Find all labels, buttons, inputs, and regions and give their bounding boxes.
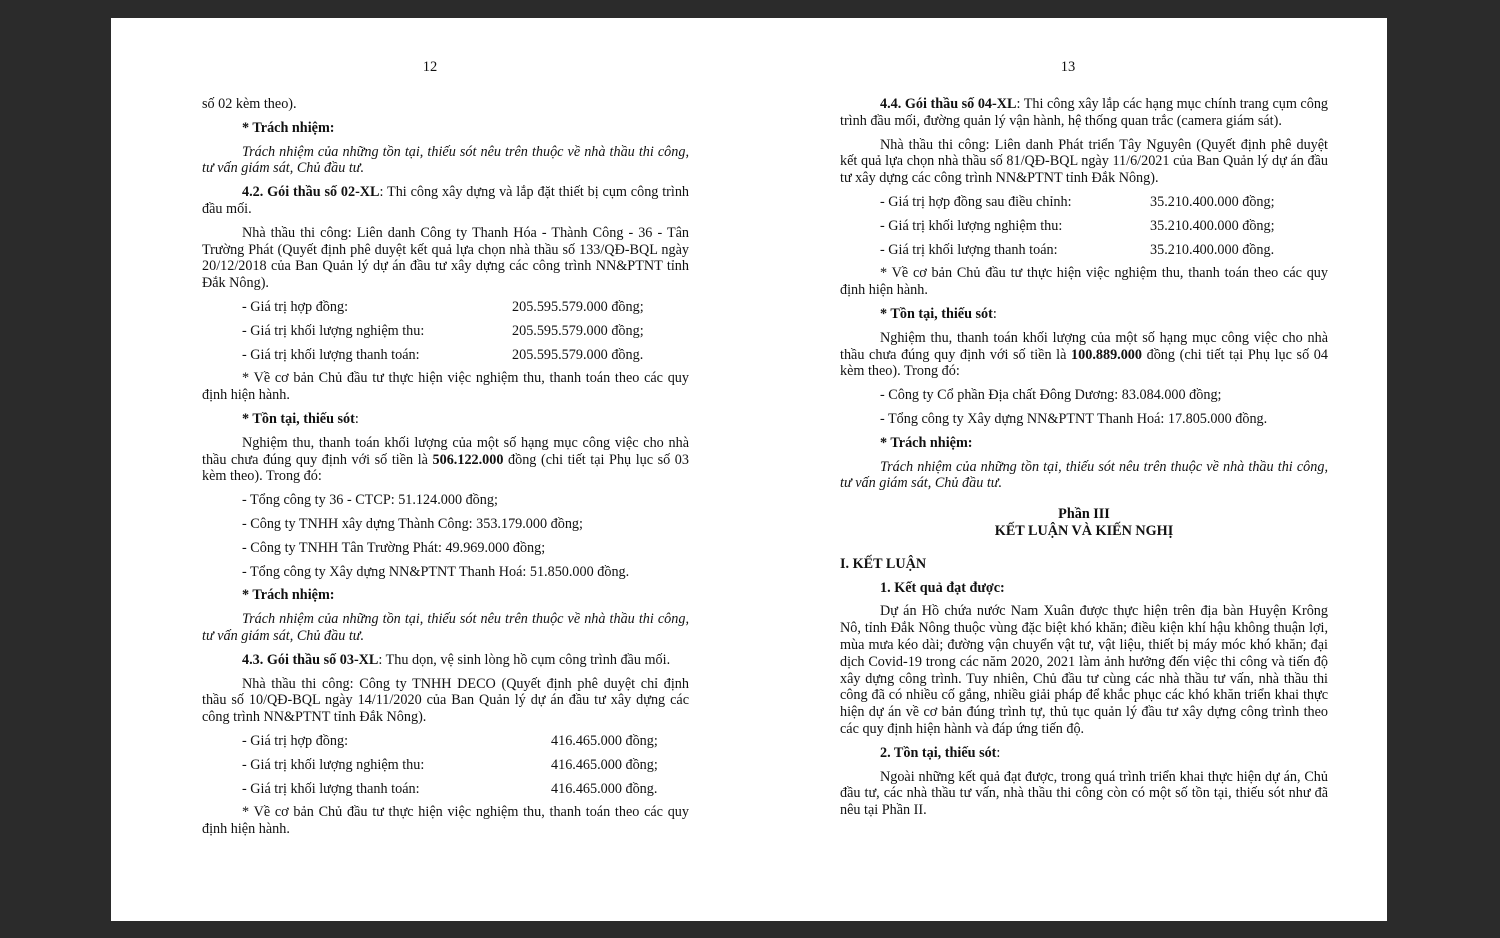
shortcomings-text: Ngoài những kết quả đạt được, trong quá trình triển khai thực hiện dự án, Chủ đầu tư, các nhà thầu tư vấn, nhà thầu thi công còn có một số tồn tại, thiếu sót như đã nêu tại Phần II.	[840, 768, 1328, 819]
value-row	[840, 194, 1328, 211]
deficiency-text	[840, 330, 1328, 380]
value-amount: 416.465.000 đồng;	[551, 732, 658, 749]
deficiency-amount: 100.889.000	[1071, 346, 1142, 363]
value-label: - Giá trị hợp đồng sau điều chỉnh:	[880, 193, 1072, 210]
package-3-contractor: Nhà thầu thi công: Công ty TNHH DECO (Quyết định phê duyệt chỉ định thầu số 10/QĐ-BQL ngày 14/11/2020 của Ban Quản lý dự án đầu tư xây dựng các công trình NN&PTNT tỉnh Đắk Nông).	[202, 675, 689, 726]
value-amount: 35.210.400.000 đồng.	[1150, 241, 1275, 258]
list-item: - Công ty Cổ phần Địa chất Đông Dương: 83.084.000 đồng;	[880, 387, 1222, 404]
value-row	[202, 757, 689, 774]
deficiency-heading-line	[202, 411, 689, 428]
value-label: - Giá trị khối lượng thanh toán:	[242, 780, 420, 797]
document-spread	[111, 18, 1387, 921]
package-2-description: : Thi công xây dựng và lắp đặt thiết bị cụm công trình đầu mối.	[202, 184, 690, 217]
package-3-heading: 4.3. Gói thầu số 03-XL	[242, 651, 379, 668]
list-item: - Tổng công ty 36 - CTCP: 51.124.000 đồng;	[242, 492, 498, 509]
page-12	[111, 18, 749, 921]
value-row	[840, 218, 1328, 235]
responsibility-text: Trách nhiệm của những tồn tại, thiếu sót nêu trên thuộc về nhà thầu thi công, tư vấn giám sát, Chủ đầu tư.	[202, 611, 689, 644]
package-2-paragraph	[202, 184, 689, 218]
deficiency-text	[202, 435, 689, 485]
value-amount: 35.210.400.000 đồng;	[1150, 193, 1275, 210]
deficiency-text-a: Nghiệm thu, thanh toán khối lượng của một số hạng mục công việc cho nhà thầu chưa đúng quy định với số tiền là	[202, 434, 689, 468]
value-row	[202, 299, 689, 316]
part-subtitle: KẾT LUẬN VÀ KIẾN NGHỊ	[994, 522, 1174, 539]
value-label: - Giá trị hợp đồng:	[242, 732, 349, 749]
value-label: - Giá trị khối lượng nghiệm thu:	[880, 217, 1063, 234]
value-amount: 416.465.000 đồng.	[551, 780, 658, 797]
value-label: - Giá trị khối lượng thanh toán:	[880, 241, 1058, 258]
package-4-heading: 4.4. Gói thầu số 04-XL	[880, 96, 1017, 112]
value-row	[840, 242, 1328, 259]
deficiency-text-a: Nghiệm thu, thanh toán khối lượng của một số hạng mục công việc cho nhà thầu chưa đúng quy định với số tiền là	[840, 329, 1328, 363]
page-number: 13	[1060, 59, 1076, 75]
colon: :	[992, 305, 997, 322]
package-4-description: : Thi công xây lắp các hạng mục chính trang cụm công trình đầu mối, đường quản lý vận hành, hệ thống quan trắc (camera giám sát).	[840, 96, 1329, 129]
package-2-contractor: Nhà thầu thi công: Liên danh Công ty Thanh Hóa - Thành Công - 36 - Tân Trường Phát (Quyết định phê duyệt kết quả lựa chọn nhà thầu số 133/QĐ-BQL ngày 20/12/2018 của Ban Quản lý dự án đầu tư xây dựng các công trình NN&PTNT tỉnh Đắk Nông).	[202, 224, 689, 292]
value-row	[202, 347, 689, 364]
value-amount: 205.595.579.000 đồng.	[512, 346, 644, 363]
package-4-paragraph	[840, 96, 1328, 130]
value-label: - Giá trị khối lượng nghiệm thu:	[242, 322, 425, 339]
responsibility-text: Trách nhiệm của những tồn tại, thiếu sót nêu trên thuộc về nhà thầu thi công, tư vấn giám sát, Chủ đầu tư.	[840, 458, 1328, 492]
value-label: - Giá trị khối lượng thanh toán:	[242, 346, 420, 363]
deficiency-text-b: đồng (chi tiết tại Phụ lục số 04 kèm theo). Trong đó:	[840, 346, 1328, 380]
package-2-heading: 4.2. Gói thầu số 02-XL	[242, 184, 380, 201]
deficiency-text-b: đồng (chi tiết tại Phụ lục số 03 kèm theo). Trong đó:	[202, 451, 689, 485]
colon: :	[354, 410, 359, 427]
page-number: 12	[422, 59, 438, 75]
paragraph: số 02 kèm theo).	[202, 96, 297, 112]
list-item: - Công ty TNHH Tân Trường Phát: 49.969.000 đồng;	[242, 539, 546, 556]
part-title: Phần III	[1058, 506, 1110, 523]
deficiency-heading: * Tồn tại, thiếu sót	[880, 305, 993, 322]
conclusion-text: Dự án Hồ chứa nước Nam Xuân được thực hiện trên địa bàn Huyện Krông Nô, tỉnh Đắk Nông thuộc vùng đặc biệt khó khăn; điều kiện khí hậu không thuận lợi, mùa mưa kéo dài; đường vận chuyển vật tư, vật liệu, thiết bị máy móc khó khăn; đại dịch Covid-19 trong các năm 2020, 2021 làm ảnh hưởng đến việc thi công và tiến độ xây dựng công trình. Tuy nhiên, Chủ đầu tư cùng các nhà thầu tư vấn, nhà thầu thi công đã có nhiều cố gắng, nhiều giải pháp để khắc phục các khó khăn triển khai thực hiện dự án về cơ bản đúng trình tự, thủ tục quản lý đầu tư xây dựng công trình theo các quy định hiện hành và đáp ứng tiến độ.	[840, 603, 1328, 737]
section-title: I. KẾT LUẬN	[840, 555, 927, 572]
package-3-paragraph	[202, 652, 689, 669]
responsibility-heading: * Trách nhiệm:	[880, 434, 973, 451]
value-row	[202, 733, 689, 750]
package-3-description: : Thu dọn, vệ sinh lòng hồ cụm công trình đầu mối.	[378, 651, 671, 668]
value-amount: 35.210.400.000 đồng;	[1150, 217, 1275, 234]
page-content	[840, 96, 1328, 826]
responsibility-heading: * Trách nhiệm:	[242, 119, 335, 136]
deficiency-heading-line	[840, 306, 1328, 323]
value-row	[202, 781, 689, 798]
page-13	[749, 18, 1387, 921]
value-label: - Giá trị khối lượng nghiệm thu:	[242, 756, 425, 773]
subsection-title-line	[840, 745, 1328, 762]
list-item: - Công ty TNHH xây dựng Thành Công: 353.179.000 đồng;	[242, 515, 583, 532]
basic-compliance-text: * Về cơ bản Chủ đầu tư thực hiện việc nghiệm thu, thanh toán theo các quy định hiện hành.	[202, 370, 689, 404]
page-content	[202, 96, 689, 845]
responsibility-text: Trách nhiệm của những tồn tại, thiếu sót nêu trên thuộc về nhà thầu thi công, tư vấn giám sát, Chủ đầu tư.	[202, 143, 689, 177]
value-amount: 205.595.579.000 đồng;	[512, 298, 644, 315]
basic-compliance-text: * Về cơ bản Chủ đầu tư thực hiện việc nghiệm thu, thanh toán theo các quy định hiện hành.	[840, 265, 1328, 299]
value-amount: 205.595.579.000 đồng;	[512, 322, 644, 339]
value-label: - Giá trị hợp đồng:	[242, 298, 349, 315]
deficiency-amount: 506.122.000	[432, 451, 504, 468]
list-item: - Tổng công ty Xây dựng NN&PTNT Thanh Hoá: 17.805.000 đồng.	[880, 410, 1268, 427]
responsibility-heading: * Trách nhiệm:	[242, 587, 335, 604]
subsection-title: 2. Tồn tại, thiếu sót	[880, 744, 997, 761]
colon: :	[996, 744, 1001, 761]
subsection-title: 1. Kết quả đạt được:	[880, 579, 1005, 596]
value-amount: 416.465.000 đồng;	[551, 756, 658, 773]
list-item: - Tổng công ty Xây dựng NN&PTNT Thanh Hoá: 51.850.000 đồng.	[242, 563, 630, 580]
basic-compliance-text: * Về cơ bản Chủ đầu tư thực hiện việc nghiệm thu, thanh toán theo các quy định hiện hành.	[202, 804, 689, 838]
value-row	[202, 323, 689, 340]
deficiency-heading: * Tồn tại, thiếu sót	[242, 410, 355, 427]
package-4-contractor: Nhà thầu thi công: Liên danh Phát triển Tây Nguyên (Quyết định phê duyệt kết quả lựa chọn nhà thầu số 81/QĐ-BQL ngày 11/6/2021 của Ban Quản lý dự án đầu tư xây dựng các công trình NN&PTNT tỉnh Đắk Nông).	[840, 136, 1328, 187]
